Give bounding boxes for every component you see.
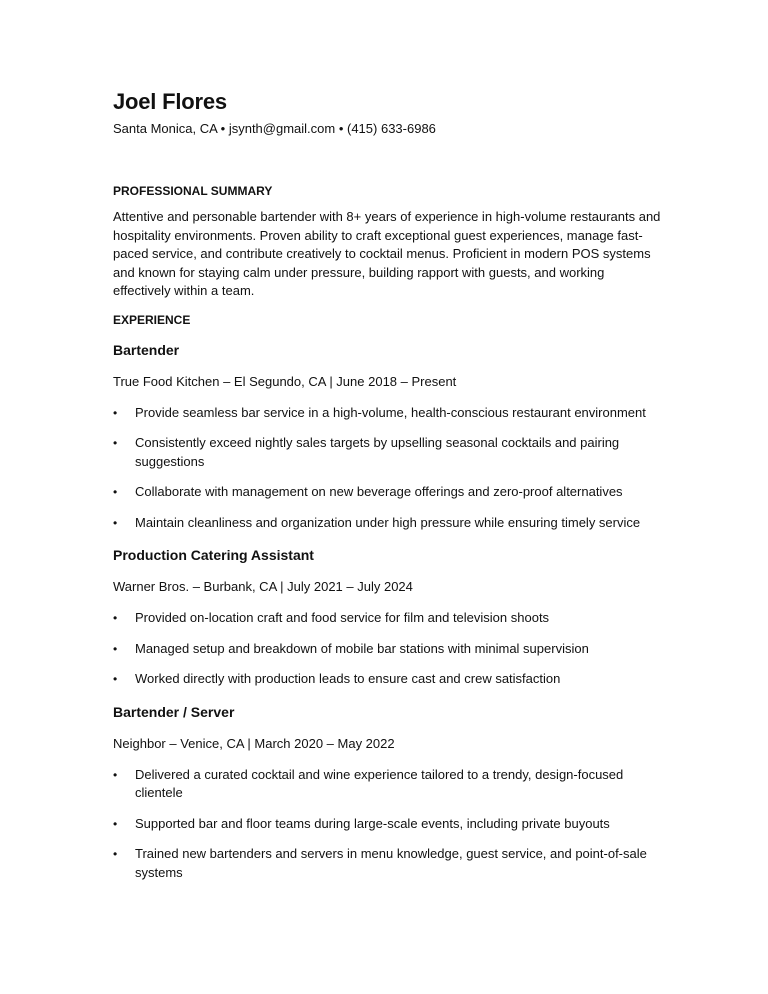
job-title: Production Catering Assistant bbox=[113, 547, 314, 563]
job-entry bbox=[113, 546, 673, 689]
bullet-icon: • bbox=[113, 485, 118, 499]
job-entry bbox=[113, 341, 673, 533]
bullet-text: Maintain cleanliness and organization under high pressure while ensuring timely service bbox=[135, 514, 641, 530]
job-title: Bartender / Server bbox=[113, 703, 235, 720]
bullet-text: Supported bar and floor teams during large-scale events, including private buyouts bbox=[135, 815, 610, 831]
job-meta: True Food Kitchen – El Segundo, CA | June 2018 – Present bbox=[113, 373, 457, 389]
job-bullets bbox=[113, 404, 673, 533]
summary-heading: PROFESSIONAL SUMMARY bbox=[113, 184, 273, 198]
resume-page bbox=[113, 88, 673, 882]
bullet-text: Provide seamless bar service in a high-volume, health-conscious restaurant environment bbox=[135, 404, 646, 420]
list-item bbox=[113, 434, 655, 471]
candidate-name: Joel Flores bbox=[113, 89, 227, 114]
list-item bbox=[113, 640, 655, 659]
summary-text: Attentive and personable bartender with 8+ years of experience in high-volume restaurants and hospitality environments. Proven ability to craft exceptional guest experiences, manage fast-paced service, and contribute creatively to cocktail menus. Proficient in modern POS systems and known for staying calm under pressure, building rapport with guests, and working effectively within a team. bbox=[113, 209, 661, 298]
bullet-text: Collaborate with management on new beverage offerings and zero-proof alternatives bbox=[135, 484, 623, 499]
bullet-icon: • bbox=[113, 611, 118, 625]
job-title: Bartender bbox=[113, 341, 180, 358]
list-item bbox=[113, 609, 655, 628]
list-item bbox=[113, 483, 655, 502]
bullet-icon: • bbox=[113, 672, 118, 686]
bullet-icon: • bbox=[113, 767, 118, 782]
bullet-icon: • bbox=[113, 405, 118, 420]
bullet-icon: • bbox=[113, 641, 118, 656]
experience-heading: EXPERIENCE bbox=[113, 312, 191, 327]
list-item bbox=[113, 404, 655, 423]
list-item bbox=[113, 815, 655, 834]
job-bullets bbox=[113, 766, 673, 883]
job-entry bbox=[113, 703, 673, 883]
bullet-text: Trained new bartenders and servers in menu knowledge, guest service, and point-of-sale systems bbox=[135, 846, 647, 880]
list-item bbox=[113, 514, 655, 533]
bullet-text: Provided on-location craft and food service for film and television shoots bbox=[135, 610, 550, 625]
list-item bbox=[113, 845, 655, 882]
list-item bbox=[113, 670, 655, 689]
job-meta: Neighbor – Venice, CA | March 2020 – May 2022 bbox=[113, 735, 395, 751]
bullet-icon: • bbox=[113, 436, 118, 450]
bullet-text: Managed setup and breakdown of mobile bar stations with minimal supervision bbox=[135, 640, 589, 656]
job-meta: Warner Bros. – Burbank, CA | July 2021 – July 2024 bbox=[113, 579, 413, 594]
bullet-icon: • bbox=[113, 515, 118, 530]
job-bullets bbox=[113, 609, 673, 689]
bullet-text: Consistently exceed nightly sales targets by upselling seasonal cocktails and pairing suggestions bbox=[135, 435, 620, 469]
bullet-icon: • bbox=[113, 816, 118, 831]
bullet-icon: • bbox=[113, 847, 118, 861]
bullet-text: Delivered a curated cocktail and wine experience tailored to a trendy, design-focused clientele bbox=[135, 766, 624, 800]
contact-line: Santa Monica, CA • jsynth@gmail.com • (415) 633-6986 bbox=[113, 121, 436, 136]
bullet-text: Worked directly with production leads to ensure cast and crew satisfaction bbox=[135, 671, 561, 686]
list-item bbox=[113, 766, 655, 803]
